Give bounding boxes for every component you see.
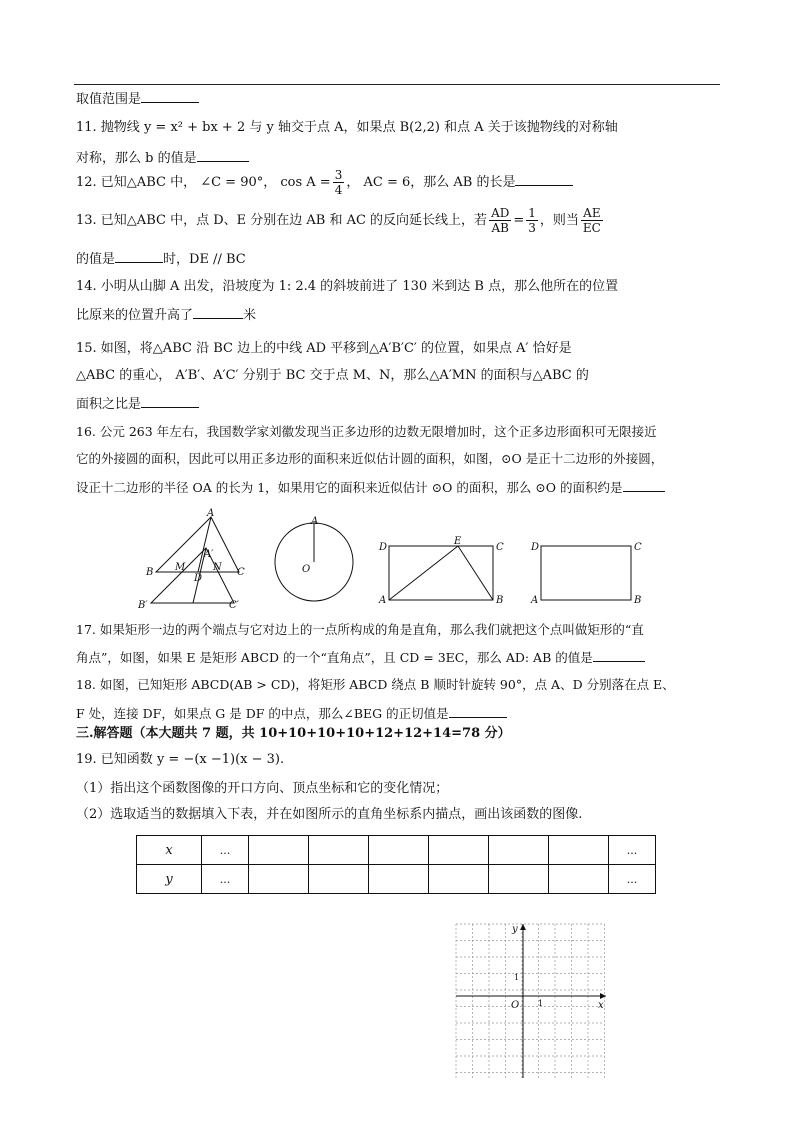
answer-blank[interactable] (115, 250, 163, 263)
label-e: E (454, 536, 462, 547)
label-c: C (634, 542, 642, 553)
coordinate-grid[interactable] (450, 920, 610, 1082)
table-cell[interactable] (249, 836, 309, 865)
top-rule (74, 84, 720, 85)
segment-ae (389, 546, 458, 600)
q19-line1: 19. 已知函数 y = −(x −1)(x − 3). (76, 752, 285, 767)
table-cell[interactable] (429, 865, 489, 894)
rectangle-abcd (541, 546, 631, 600)
section-heading: 三.解答题（本大题共 7 题，共 10+10+10+10+12+12+14=78 分） (76, 726, 511, 741)
label-d: D (194, 573, 203, 584)
q15-line2: △ABC 的重心， A′B′、A′C′ 分别于 BC 交于点 M、N，那么△A′MN 的面积与△ABC 的 (76, 368, 589, 383)
tick-y-1: 1 (514, 973, 520, 982)
x-axis-arrow (600, 993, 606, 999)
prev-question-tail: 取值范围是 (76, 90, 199, 108)
triangle-a1b1c1 (151, 548, 234, 603)
table-cell[interactable] (549, 865, 609, 894)
label-x: x (598, 1000, 604, 1011)
answer-blank[interactable] (515, 173, 573, 186)
q16-line3: 设正十二边形的半径 OA 的长为 1，如果用它的面积来近似估计 ⊙O 的面积，那么 ⊙O 的面积约是 (76, 479, 665, 496)
label-c: C (496, 542, 504, 553)
median-ad (198, 517, 211, 572)
q11-line1: 11. 抛物线 y = x² + bx + 2 与 y 轴交于点 A，如果点 B(2,2) 和点 A 关于该抛物线的对称轴 (76, 120, 618, 135)
label-n: N (213, 562, 222, 573)
q18-line1: 18. 如图，已知矩形 ABCD(AB > CD)，将矩形 ABCD 绕点 B 顺时针旋转 90°，点 A、D 分别落在点 E、 (76, 677, 675, 692)
q16-line1: 16. 公元 263 年左右，我国数学家刘徽发现当正多边形的边数无限增加时，这个正多边形面积可无限接近 (76, 424, 657, 439)
y-axis-arrow (520, 924, 526, 930)
label-b: B (634, 595, 642, 606)
label-m: M (175, 562, 186, 573)
figure-q17 (376, 536, 508, 608)
q13-line1: 13. 已知△ABC 中，点 D、E 分别在边 AB 和 AC 的反向延长线上，若 $\frac{AD}{AB}$ = $\frac{1}{3}$ ，则当 $\frac{AE}{EC}$ (76, 206, 601, 235)
table-row-x: x ... ... (137, 836, 656, 865)
table-cell[interactable] (549, 836, 609, 865)
label-c-prime: C′ (229, 600, 239, 611)
label-b: B (496, 595, 504, 606)
fraction: $\frac{AE}{EC}$ (582, 206, 601, 235)
figure-q16 (270, 512, 360, 604)
answer-blank[interactable] (623, 479, 665, 492)
value-table (136, 835, 656, 894)
triangle-abc (156, 517, 239, 572)
q16-line2: 它的外接圆的面积，因此可以用正多边形的面积来近似估计圆的面积，如图，⊙O 是正十二边形的外接圆， (76, 451, 664, 466)
table-cell[interactable] (309, 865, 369, 894)
label-d: D (379, 542, 388, 553)
q11-line2: 对称，那么 b 的值是 (76, 149, 249, 167)
label-c: C (237, 567, 245, 578)
table-row-y: y ... ... (137, 865, 656, 894)
answer-blank[interactable] (449, 705, 507, 718)
tick-x-1: 1 (538, 999, 544, 1008)
label-a: A (311, 516, 319, 527)
table-cell[interactable] (489, 865, 549, 894)
answer-blank[interactable] (141, 90, 199, 103)
figure-q15 (136, 508, 256, 614)
label-a: A (207, 508, 215, 519)
table-cell[interactable] (429, 836, 489, 865)
table-cell[interactable] (369, 865, 429, 894)
label-d: D (531, 542, 540, 553)
table-cell[interactable] (249, 865, 309, 894)
label-o: O (302, 564, 311, 575)
answer-blank[interactable] (593, 649, 645, 662)
fraction: $\frac{3}{4}$ (334, 168, 343, 197)
row-header-x: x (137, 836, 202, 865)
label-a: A (379, 595, 387, 606)
label-a: A (531, 595, 539, 606)
q18-line2: F 处，连接 DF，如果点 G 是 DF 的中点，那么∠BEG 的正切值是 (76, 705, 507, 722)
label-a-prime: A′ (204, 549, 214, 560)
q17-line1: 17. 如果矩形一边的两个端点与它对边上的一点所构成的角是直角，那么我们就把这个点叫做矩形的“直 (76, 622, 644, 637)
label-b: B (146, 567, 154, 578)
table-cell[interactable] (489, 836, 549, 865)
q13-line2: 的值是 时，DE // BC (76, 252, 246, 267)
q14-line2: 比原来的位置升高了 米 (76, 308, 257, 323)
answer-blank[interactable] (141, 395, 199, 408)
q12: 12. 已知△ABC 中， ∠C = 90°， cos A = $\frac{3}{4}$ ， AC = 6，那么 AB 的长是 (76, 168, 573, 198)
q14-line1: 14. 小明从山脚 A 出发，沿坡度为 1: 2.4 的斜坡前进了 130 米到达 B 点，那么他所在的位置 (76, 279, 619, 294)
label-y: y (512, 924, 518, 935)
answer-blank[interactable] (193, 306, 243, 319)
label-origin: O (511, 1000, 520, 1011)
row-header-y: y (137, 865, 202, 894)
answer-blank[interactable] (197, 149, 249, 162)
table-cell[interactable] (309, 836, 369, 865)
q19-part1: （1）指出这个函数图像的开口方向、顶点坐标和它的变化情况； (76, 781, 449, 796)
rectangle-abcd (389, 546, 493, 600)
label-b-prime: B′ (138, 600, 148, 611)
fraction: $\frac{1}{3}$ (528, 206, 536, 235)
segment-eb (458, 546, 493, 600)
q15-line3: 面积之比是 (76, 395, 199, 413)
q15-line1: 15. 如图，将△ABC 沿 BC 边上的中线 AD 平移到△A′B′C′ 的位置，如果点 A′ 恰好是 (76, 341, 572, 356)
table-cell[interactable] (369, 836, 429, 865)
q19-part2: （2）选取适当的数据填入下表，并在如图所示的直角坐标系内描点，画出该函数的图像. (76, 807, 583, 822)
q17-line2: 角点”，如图，如果 E 是矩形 ABCD 的一个“直角点”，且 CD = 3EC，那么 AD: AB 的值是 (76, 649, 645, 666)
figure-q18 (528, 536, 648, 608)
fraction: $\frac{AD}{AB}$ (491, 206, 510, 235)
